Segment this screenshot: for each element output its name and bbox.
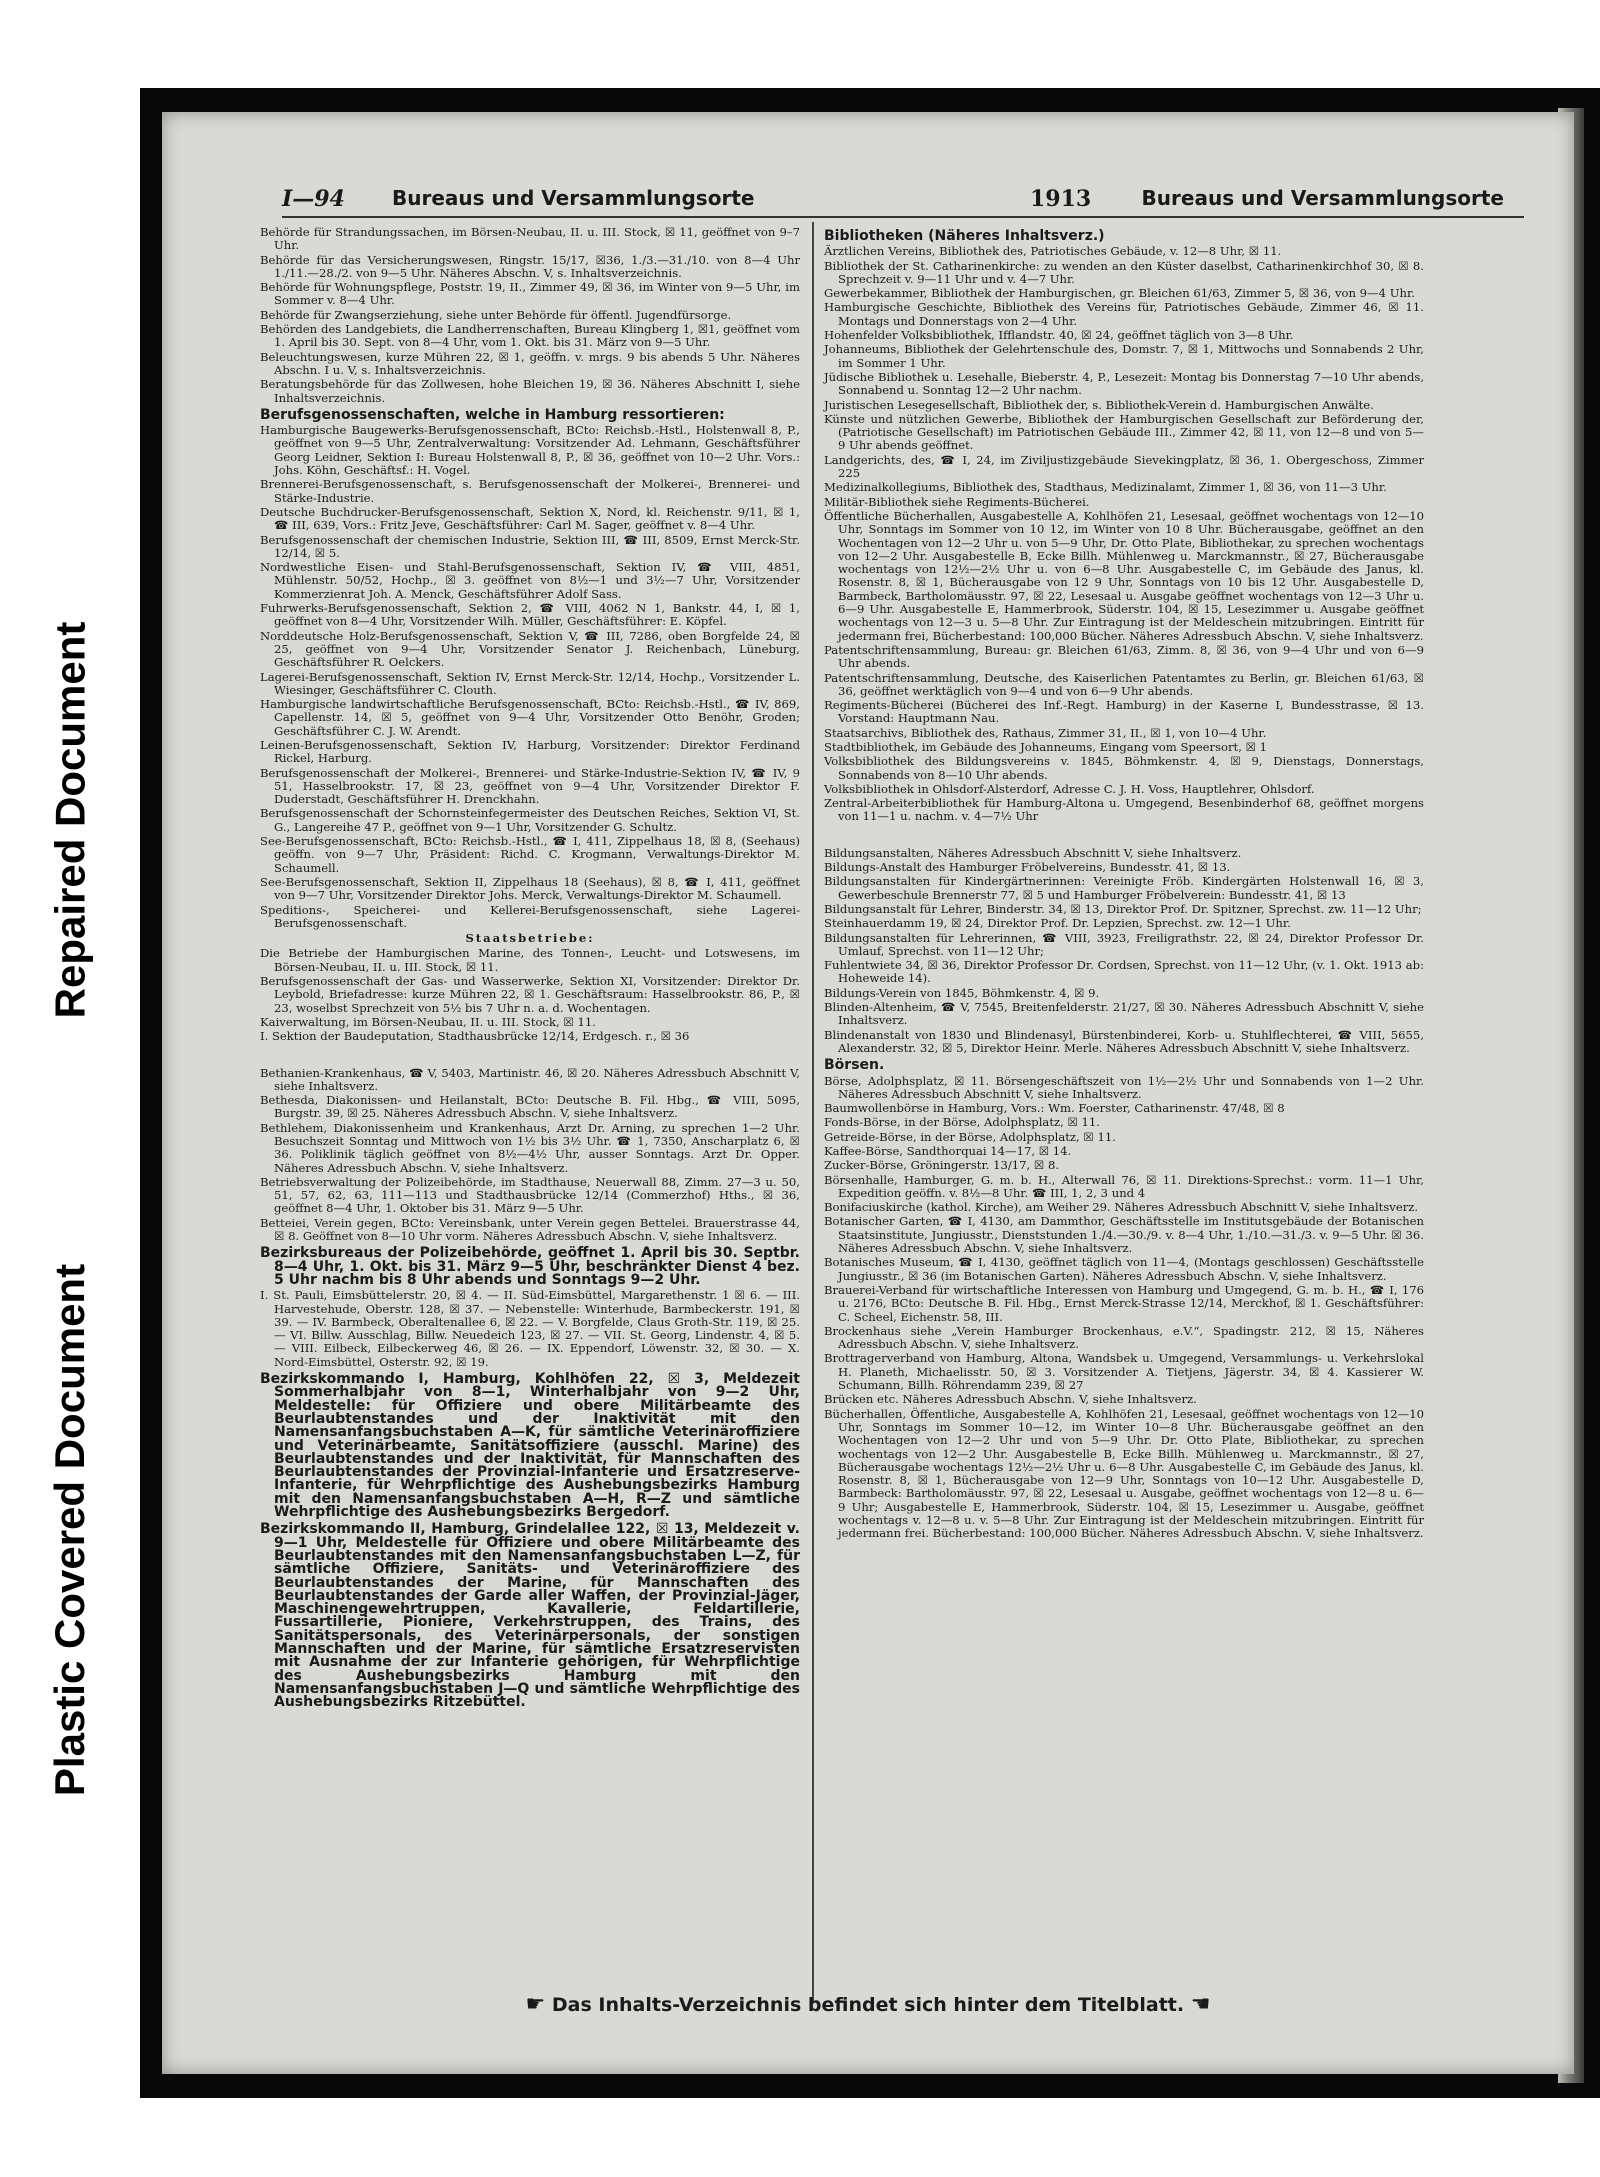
pointing-hand-right-icon: ☛ <box>525 1992 546 2017</box>
directory-entry: Nordwestliche Eisen- und Stahl-Berufsgenossenschaft, Sektion IV, ☎ VIII, 4851, Mühlenstr. 50/52, Hochp., ☒ 3. geöffnet von 8½—1 und 3½—7 Uhr, Vorsitzender Kommerzienrat Joh. A. Menck, Geschäftsführer Adolf Sass. <box>260 560 800 601</box>
directory-entry: Ärztlichen Vereins, Bibliothek des, Patriotisches Gebäude, v. 12—8 Uhr, ☒ 11. <box>824 244 1282 259</box>
directory-entry: Bethanien-Krankenhaus, ☎ V, 5403, Martinistr. 46, ☒ 20. Näheres Adressbuch Abschnitt V, siehe Inhaltsverz. <box>260 1065 800 1093</box>
directory-entry: Hamburgische landwirtschaftliche Berufsgenossenschaft, BCto: Reichsb.-Hstl., ☎ IV, 869, Capellenstr. 14, ☒ 5, geöffnet von 9—4 Uhr, Vorsitzender Otto Benöhr, Groden; Geschäftsführer C. J. W. Arendt. <box>260 697 800 738</box>
page-header <box>282 176 1524 218</box>
directory-entry: Jüdische Bibliothek u. Lesehalle, Bieberstr. 4, P., Lesezeit: Montag bis Donnerstag 7—10 Uhr abends, Sonnabend u. Sonntag 12—2 Uhr nachm. <box>824 369 1424 398</box>
directory-entry: Hamburgische Baugewerks-Berufsgenossenschaft, BCto: Reichsb.-Hstl., Holstenwall 8, P., geöffnet von 9—5 Uhr, Zentralverwaltung: Vorsitzender Ad. Lehmann, Geschäftsführer Georg Leidner, Sektion I: Bureau Holstenwall 8, P., ☒ 36, geöffnet von 10—2 Uhr. Vors.: Johs. Köhn, Geschäftsf.: H. Vogel. <box>260 423 800 478</box>
directory-entry: Brottragerverband von Hamburg, Altona, Wandsbek u. Umgegend, Versammlungs- u. Verkehrslokal H. Planeth, Michaelisstr. 50, ☒ 3. Vorsitzender A. Tietjens, Jägerstr. 34, ☒ 4. Kassierer W. Schumann, Billh. Röhrendamm 239, ☒ 27 <box>824 1351 1424 1393</box>
directory-entry: Volksbibliothek des Bildungsvereins v. 1845, Böhmkenstr. 4, ☒ 9, Dienstags, Donnerstags, Sonnabends von 8—10 Uhr abends. <box>824 754 1424 782</box>
section-heading: Bezirksbureaus der Polizeibehörde, geöffnet 1. April bis 30. Septbr. 8—4 Uhr, 1. Okt. bis 31. März 9—5 Uhr, beschränkter Dienst 4 bez. 5 Uhr nachm bis 8 Uhr abends und Sonntags 9—2 Uhr. <box>260 1245 800 1288</box>
directory-entry: Bethlehem, Diakonissenheim und Krankenhaus, Arzt Dr. Arning, zu sprechen 1—2 Uhr. Besuchszeit Sonntag und Mittwoch von 1½ bis 3½ Uhr. ☎ 1, 7350, Anscharplatz 6, ☒ 36. Poliklinik täglich geöffnet von 8½—4½ Uhr, ausser Sonntags. Arzt Dr. Opper. Näheres Adressbuch Abschn. V, siehe Inhaltsverz. <box>260 1120 800 1175</box>
header-year: 1913 <box>1030 186 1092 212</box>
directory-entry: Börsenhalle, Hamburger, G. m. b. H., Alterwall 76, ☒ 11. Direktions-Sprechst.: vorm. 11—1 Uhr, Expedition geöffn. v. 8½—8 Uhr. ☎ III, 1, 2, 3 und 4 <box>824 1172 1424 1200</box>
directory-entry: Speditions-, Speicherei- und Kellerei-Berufsgenossenschaft, siehe Lagerei-Berufsgenossenschaft. <box>260 902 800 930</box>
directory-entry: Behörde für Strandungssachen, im Börsen-Neubau, II. u. III. Stock, ☒ 11, geöffnet von 9–7 Uhr. <box>260 225 800 253</box>
directory-entry: Patentschriftensammlung, Deutsche, des Kaiserlichen Patentamtes zu Berlin, gr. Bleichen 61/63, ☒ 36, geöffnet werktäglich von 9—4 und von 6—9 Uhr abends. <box>824 670 1424 698</box>
directory-entry: Behörde für das Versicherungswesen, Ringstr. 15/17, ☒36, 1./3.—31./10. von 8—4 Uhr 1./11.—28./2. von 9—5 Uhr. Näheres Abschn. V, s. Inhaltsverzeichnis. <box>260 252 800 280</box>
directory-entry: Hamburgische Geschichte, Bibliothek des Vereins für, Patriotisches Gebäude, Zimmer 46, ☒ 11. Montags und Donnerstags von 2—4 Uhr. <box>824 300 1424 328</box>
directory-entry: Norddeutsche Holz-Berufsgenossenschaft, Sektion V, ☎ III, 7286, oben Borgfelde 24, ☒ 25, geöffnet von 9—4 Uhr, Vorsitzender Senator J. Reichenbach, Lüneburg, Geschäftsführer R. Oelckers. <box>260 628 800 670</box>
directory-entry: Berufsgenossenschaft der Schornsteinfegermeister des Deutschen Reiches, Sektion VI, St. G., Langereihe 47 P., geöffnet von 9—1 Uhr, Vorsitzender G. Schultz. <box>260 806 800 834</box>
directory-entry: Regiments-Bücherei (Bücherei des Inf.-Regt. Hamburg) in der Kaserne I, Bundesstrasse, ☒ 13. Vorstand: Hauptmann Nau. <box>824 698 1424 726</box>
section-gap <box>824 825 1424 847</box>
header-left-title: Bureaus und Versammlungsorte <box>392 186 755 210</box>
section-heading: Berufsgenossenschaften, welche in Hamburg ressortieren: <box>260 406 725 423</box>
directory-entry: Fuhrwerks-Berufsgenossenschaft, Sektion 2, ☎ VIII, 4062 N 1, Bankstr. 44, I, ☒ 1, geöffnet von 8—4 Uhr, Vorsitzender Wilh. Müller, Geschäftsführer: E. Köpfel. <box>260 601 800 629</box>
directory-entry: Künste und nützlichen Gewerbe, Bibliothek der Hamburgischen Gesellschaft zur Beförderung der, (Patriotische Gesellschaft) im Patriotischen Gebäude III., Zimmer 42, ☒ 11, von 12—8 und von 5—9 Uhr abends geöffnet. <box>824 411 1424 453</box>
directory-entry: I. St. Pauli, Eimsbüttelerstr. 20, ☒ 4. — II. Süd-Eimsbüttel, Margarethenstr. 1 ☒ 6. — III. Harvestehude, Oberstr. 128, ☒ 37. — Nebenstelle: Winterhude, Barmbeckerstr. 191, ☒ 39. — IV. Barmbeck, Oberaltenallee 6, ☒ 22. — V. Borgfelde, Claus Groth-Str. 119, ☒ 25. — VI. Billw. Ausschlag, Billw. Neuedeich 123, ☒ 27. — VII. St. Georg, Lindenstr. 4, ☒ 5. — VIII. Eilbeck, Eilbeckerweg 46, ☒ 26. — IX. Eppendorf, Löwenstr. 32, ☒ 30. — X. Nord-Eimsbüttel, Osterstr. 92, ☒ 19. <box>260 1288 800 1369</box>
directory-entry: Beratungsbehörde für das Zollwesen, hohe Bleichen 19, ☒ 36. Näheres Abschnitt I, siehe Inhaltsverzeichnis. <box>260 377 800 405</box>
directory-entry: Kaffee-Börse, Sandthorquai 14—17, ☒ 14. <box>824 1144 1072 1158</box>
directory-entry: Öffentliche Bücherhallen, Ausgabestelle A, Kohlhöfen 21, Lesesaal, geöffnet wochentags von 12—10 Uhr, Sonntags im Sommer von 10 12, im Winter von 10 8 Uhr. Bücherausgabe, geöffnet an den Wochentagen von 12—2 Uhr u. von 5—9 Uhr, Dr. Otto Plate, Bibliothekar, zu sprechen wochentags von 12—2 Uhr. Ausgabestelle B, Ecke Billh. Mühlenweg u. Marckmannstr., ☒ 27, Bücherausgabe wochentags von 12½—2½ Uhr u. von 6—8 Uhr. Ausgabestelle C, im Gebäude des Janus, kl. Rosenstr. 8, ☒ 1, Bücherausgabe von 12 9 Uhr, Sonntags von 10 bis 12 Uhr. Ausgabestelle D, Barmbeck, Bartholomäusstr. 97, ☒ 22, Lesesaal u. Ausgabe geöffnet wochentags von 12—3 Uhr u. 6—9 Uhr. Ausgabestelle E, Hammerbrook, Süderstr. 104, ☒ 15, Lesezimmer u. Ausgabe geöffnet wochentags von 12—3 u. 5—8 Uhr. Zur Eintragung ist der Meldeschein mitzubringen. Eintritt für jedermann frei, Bücherbestand: 100,000 Bücher. Näheres Adressbuch Abschn. V, siehe Inhaltsverz. <box>824 508 1424 643</box>
directory-entry: Baumwollenbörse in Hamburg, Vors.: Wm. Foerster, Catharinenstr. 47/48, ☒ 8 <box>824 1101 1285 1116</box>
directory-entry: See-Berufsgenossenschaft, Sektion II, Zippelhaus 18 (Seehaus), ☒ 8, ☎ I, 411, geöffnet von 9—7 Uhr, Vorsitzender Direktor Johs. Merck, Verwaltungs-Direktor M. Schaumell. <box>260 874 800 903</box>
directory-entry: Zentral-Arbeiterbibliothek für Hamburg-Altona u. Umgegend, Besenbinderhof 68, geöffnet morgens von 11—1 u. nachm. v. 4—7½ Uhr <box>824 796 1424 824</box>
directory-entry: Börse, Adolphsplatz, ☒ 11. Börsengeschäftszeit von 1½—2½ Uhr und Sonnabends von 1—2 Uhr. Näheres Adressbuch Abschnitt V, siehe Inhaltsverz. <box>824 1073 1424 1101</box>
directory-entry: Bildungs-Anstalt des Hamburger Fröbelvereins, Bundesstr. 41, ☒ 13. <box>824 860 1231 875</box>
directory-entry: Hohenfelder Volksbibliothek, Ifflandstr. 40, ☒ 24, geöffnet täglich von 3—8 Uhr. <box>824 328 1294 343</box>
directory-entry: Bethesda, Diakonissen- und Heilanstalt, BCto: Deutsche B. Fil. Hbg., ☎ VIII, 5095, Burgstr. 39, ☒ 25. Näheres Adressbuch Abschn. V, siehe Inhaltsverz. <box>260 1093 800 1121</box>
right-column <box>824 226 1424 1542</box>
directory-entry: Stadtbibliothek, im Gebäude des Johanneums, Eingang vom Speersort, ☒ 1 <box>824 739 1268 754</box>
section-heading: Bezirkskommando I, Hamburg, Kohlhöfen 22, ☒ 3, Meldezeit Sommerhalbjahr von 8—1, Winterhalbjahr von 9—2 Uhr, Meldestelle: für Offiziere und obere Militärbeamte des Beurlaubtenstandes und der Inaktivität mit den Namensanfangsbuchstaben A—K, für sämtliche Veterinäroffiziere und Veterinärbeamte, Sanitätsoffiziere (ausschl. Marine) des Beurlaubtenstandes und der Inaktivität, für Mannschaften des Beurlaubtenstandes der Provinzial-Infanterie und Ersatzreserve-Infanterie, für Wehrpflichtige des Aushebungsbezirks Hamburg mit den Namensanfangsbuchstaben A—H, R—Z und sämtliche Wehrpflichtige des Aushebungsbezirks Bergedorf. <box>260 1371 800 1521</box>
column-divider <box>812 222 814 2002</box>
section-heading: Bibliotheken (Näheres Inhaltsverz.) <box>824 228 1105 244</box>
section-heading: Börsen. <box>824 1057 885 1074</box>
directory-entry: Landgerichts, des, ☎ I, 24, im Ziviljustizgebäude Sievekingplatz, ☒ 36, 1. Obergeschoss, Zimmer 225 <box>824 452 1424 481</box>
section-gap <box>260 1045 800 1067</box>
left-column <box>260 226 800 1711</box>
footer-note: Das Inhalts-Verzeichnis befindet sich hinter dem Titelblatt. <box>551 1994 1185 2016</box>
directory-entry: Betriebsverwaltung der Polizeibehörde, im Stadthause, Neuerwall 88, Zimm. 27—3 u. 50, 51, 57, 62, 63, 111—113 und Stadthausbrücke 12/14 (Commerzhof) Hths., ☒ 36, geöffnet 8—4 Uhr, 1. Oktober bis 31. März 9—5 Uhr. <box>260 1174 800 1216</box>
directory-entry: Fuhlentwiete 34, ☒ 36, Direktor Professor Dr. Cordsen, Sprechst. von 11—12 Uhr, (v. 1. Okt. 1913 ab: Hoheweide 14). <box>824 958 1424 986</box>
directory-entry: Bücherhallen, Öffentliche, Ausgabestelle A, Kohlhöfen 21, Lesesaal, geöffnet wochentags von 12—10 Uhr, Sonntags im Sommer 10—12, im Winter 10—8 Uhr. Bücherausgabe geöffnet an den Wochentagen von 12—2 Uhr und von 5—9 Uhr. Dr. Otto Plate, Bibliothekar, zu sprechen wochentags von 12—2 Uhr. Ausgabestelle B, Ecke Billh. Mühlenweg u. Marckmannstr., ☒ 27, Bücherausgabe wochentags 12½—2½ Uhr u. 6—8 Uhr. Ausgabestelle C, im Gebäude des Janus, kl. Rosenstr. 8, ☒ 1, Bücherausgabe von 12—9 Uhr, Sonntags von 10—12 Uhr. Ausgabestelle D, Barmbeck: Bartholomäusstr. 97, ☒ 22, Lesesaal u. Ausgabe, geöffnet wochentags von 12—8 u. 6—9 Uhr; Ausgabestelle E, Hammerbrook, Süderstr. 104, ☒ 15, Lesezimmer u. Ausgabe, geöffnet wochentags v. 12—8 u. v. 5—8 Uhr. Zur Eintragung ist der Meldeschein mitzubringen. Eintritt für jedermann frei. Bücherbestand: 100,000 Bücher. Näheres Adressbuch Abschn. V, siehe Inhaltsverz. <box>824 1406 1424 1541</box>
directory-entry: Volksbibliothek in Ohlsdorf-Alsterdorf, Adresse C. J. H. Voss, Hauptlehrer, Ohlsdorf. <box>824 781 1315 796</box>
plastic-covered-document-label: Plastic Covered Document <box>46 1263 94 1797</box>
directory-entry: Leinen-Berufsgenossenschaft, Sektion IV, Harburg, Vorsitzender: Direktor Ferdinand Rickel, Harburg. <box>260 737 800 766</box>
directory-entry: Bildungsanstalten für Kindergärtnerinnen: Vereinigte Fröb. Kindergärten Holstenwall 16, ☒ 3, Gewerbeschule Brennerstr 77, ☒ 5 und Hamburger Fröbelverein: Bundesstr. 41, ☒ 13 <box>824 874 1424 902</box>
directory-entry: Botanischer Garten, ☎ I, 4130, am Dammthor, Geschäftsstelle im Institutsgebäude der Botanischen Staatsinstitute, Jungiusstr., Dienststunden 1./4.—30./9. v. 8—4 Uhr, 1./10.—31./3. v. 9—5 Uhr. ☒ 36. Näheres Adressbuch Abschn. V, siehe Inhaltsverz. <box>824 1214 1424 1256</box>
directory-entry: Kaiverwaltung, im Börsen-Neubau, II. u. III. Stock, ☒ 11. <box>260 1014 596 1029</box>
page-number: I—94 <box>282 186 345 212</box>
directory-entry: I. Sektion der Baudeputation, Stadthausbrücke 12/14, Erdgesch. r., ☒ 36 <box>260 1029 690 1044</box>
directory-entry: Berufsgenossenschaft der Molkerei-, Brennerei- und Stärke-Industrie-Sektion IV, ☎ IV, 9 51, Hasselbrookstr. 17, ☒ 23, geöffnet von 9—4 Uhr, Vorsitzender Direktor F. Duderstadt, Geschäftsführer H. Drenckhahn. <box>260 765 800 807</box>
directory-entry: Militär-Bibliothek siehe Regiments-Bücherei. <box>824 494 1090 509</box>
directory-entry: Medizinalkollegiums, Bibliothek des, Stadthaus, Medizinalamt, Zimmer 1, ☒ 36, von 11—3 Uhr. <box>824 480 1387 495</box>
directory-entry: Patentschriftensammlung, Bureau: gr. Bleichen 61/63, Zimm. 8, ☒ 36, von 9—4 Uhr und von 6—9 Uhr abends. <box>824 642 1424 671</box>
directory-entry: Steinhauerdamm 19, ☒ 24, Direktor Prof. Dr. Lepzien, Sprechst. zw. 12—1 Uhr. <box>824 916 1291 931</box>
directory-entry: Behörde für Zwangserziehung, siehe unter Behörde für öffentl. Jugendfürsorge. <box>260 307 732 322</box>
scan-border-top <box>0 0 1600 40</box>
directory-entry: Fonds-Börse, in der Börse, Adolphsplatz, ☒ 11. <box>824 1115 1100 1130</box>
directory-entry: Lagerei-Berufsgenossenschaft, Sektion IV, Ernst Merck-Str. 12/14, Hochp., Vorsitzender L. Wiesinger, Geschäftsführer C. Clouth. <box>260 669 800 697</box>
repaired-document-label: Repaired Document <box>46 621 93 1019</box>
directory-entry: Behörde für Wohnungspflege, Poststr. 19, II., Zimmer 49, ☒ 36, im Winter von 9—5 Uhr, im Sommer v. 8—4 Uhr. <box>260 280 800 308</box>
pointing-hand-left-icon: ☚ <box>1190 1992 1211 2017</box>
directory-entry: Brennerei-Berufsgenossenschaft, s. Berufsgenossenschaft der Molkerei-, Brennerei- und Stärke-Industrie. <box>260 477 800 505</box>
directory-entry: Bildungsanstalten für Lehrerinnen, ☎ VIII, 3923, Freiligrathstr. 22, ☒ 24, Direktor Professor Dr. Umlauf, Sprechst. von 11—12 Uhr; <box>824 930 1424 958</box>
directory-entry: Brockenhaus siehe „Verein Hamburger Brockenhaus, e.V.“, Spadingstr. 212, ☒ 15, Näheres Adressbuch Abschn. V, siehe Inhaltsverz. <box>824 1323 1424 1352</box>
directory-entry: Getreide-Börse, in der Börse, Adolphsplatz, ☒ 11. <box>824 1129 1116 1144</box>
directory-entry: Die Betriebe der Hamburgischen Marine, des Tonnen-, Leucht- und Lotswesens, im Börsen-Neubau, II. u. III. Stock, ☒ 11. <box>260 946 800 974</box>
directory-entry: Johanneums, Bibliothek der Gelehrtenschule des, Domstr. 7, ☒ 1, Mittwochs und Sonnabends 2 Uhr, im Sommer 1 Uhr. <box>824 342 1424 370</box>
directory-entry: Behörden des Landgebiets, die Landherrenschaften, Bureau Klingberg 1, ☒1, geöffnet vom 1. April bis 30. Sept. von 8—4 Uhr, vom 1. Okt. bis 31. März von 9—5 Uhr. <box>260 322 800 350</box>
document-page <box>162 112 1574 2074</box>
directory-entry: Brücken etc. Näheres Adressbuch Abschn. V, siehe Inhaltsverz. <box>824 1392 1197 1407</box>
directory-entry: Brauerei-Verband für wirtschaftliche Interessen von Hamburg und Umgegend, G. m. b. H., ☎ I, 176 u. 2176, BCto: Deutsche B. Fil. Hbg., Ernst Merck-Strasse 12/14, Merckhof, ☒ 1. Geschäftsführer: C. Scheel, Eichenstr. 58, III. <box>824 1282 1424 1324</box>
scan-border-left <box>140 88 164 2098</box>
directory-entry: Botanisches Museum, ☎ I, 4130, geöffnet täglich von 11—4, (Montags geschlossen) Geschäftsstelle Jungiusstr., ☒ 36 (im Botanischen Garten). Näheres Adressbuch Abschn. V, siehe Inhaltsverz. <box>824 1255 1424 1283</box>
directory-entry: Blinden-Altenheim, ☎ V, 7545, Breitenfelderstr. 21/27, ☒ 30. Näheres Adressbuch Abschnitt V, siehe Inhaltsverz. <box>824 1000 1424 1028</box>
directory-entry: Gewerbekammer, Bibliothek der Hamburgischen, gr. Bleichen 61/63, Zimmer 5, ☒ 36, von 9—4 Uhr. <box>824 286 1415 301</box>
section-heading: Bezirkskommando II, Hamburg, Grindelallee 122, ☒ 13, Meldezeit v. 9—1 Uhr, Meldestelle für Offiziere und obere Militärbeamte des Beurlaubtenstandes mit den Namensanfangsbuchstaben L—Z, für sämtliche Offiziere, Sanitäts- und Veterinäroffiziere des Beurlaubtenstandes der Marine, für Mannschaften des Beurlaubtenstandes der Garde aller Waffen, der Provinzial-Jäger, Maschinengewehrtruppen, Kavallerie, Feldartillerie, Fussartillerie, Pioniere, Verkehrstruppen, des Trains, des Sanitätspersonals, des Veterinärpersonals, der sonstigen Mannschaften und der Marine, für sämtliche Ersatzreservisten mit Ausnahme der zur Infanterie gehörigen, für Wehrpflichtige des Aushebungsbezirks Hamburg mit den Namensanfangsbuchstaben J—Q und sämtliche Wehrpflichtige des Aushebungsbezirks Ritzebüttel. <box>260 1521 800 1711</box>
directory-entry: Staatsarchivs, Bibliothek des, Rathaus, Zimmer 31, II., ☒ 1, von 10—4 Uhr. <box>824 725 1267 740</box>
directory-entry: Bildungs-Verein von 1845, Böhmkenstr. 4, ☒ 9. <box>824 985 1100 1000</box>
directory-entry: Betteiei, Verein gegen, BCto: Vereinsbank, unter Verein gegen Bettelei. Brauerstrasse 44, ☒ 8. Geöffnet von 8—10 Uhr vorm. Näheres Adressbuch Abschn. V, siehe Inhaltsverz. <box>260 1215 800 1244</box>
directory-entry: Zucker-Börse, Gröningerstr. 13/17, ☒ 8. <box>824 1158 1060 1173</box>
directory-entry: Blindenanstalt von 1830 und Blindenasyl, Bürstenbinderei, Korb- u. Stuhlflechterei, ☎ VIII, 5655, Alexanderstr. 32, ☒ 5, Direktor Heinr. Merle. Näheres Adressbuch Abschnitt V, siehe Inhaltsverz. <box>824 1027 1424 1055</box>
scan-border-lower <box>140 2072 1600 2098</box>
directory-entry: See-Berufsgenossenschaft, BCto: Reichsb.-Hstl., ☎ I, 411, Zippelhaus 18, ☒ 8, (Seehaus) geöffn. von 9—7 Uhr, Präsident: Richd. C. Krogmann, Verwaltungs-Direktor M. Schaumell. <box>260 834 800 875</box>
directory-entry: Bonifaciuskirche (kathol. Kirche), am Weiher 29. Näheres Adressbuch Abschnitt V, siehe Inhaltsverz. <box>824 1200 1419 1215</box>
directory-entry: Deutsche Buchdrucker-Berufsgenossenschaft, Sektion X, Nord, kl. Reichenstr. 9/11, ☒ 1, ☎ III, 639, Vors.: Fritz Jeve, Geschäftsführer: Carl M. Sager, geöffnet v. 8—4 Uhr. <box>260 504 800 533</box>
directory-entry: Bildungsanstalt für Lehrer, Binderstr. 34, ☒ 13, Direktor Prof. Dr. Spitzner, Sprechst. zw. 11—12 Uhr; <box>824 901 1422 916</box>
directory-entry: Bibliothek der St. Catharinenkirche: zu wenden an den Küster daselbst, Catharinenkirchhof 30, ☒ 8. Sprechzeit v. 9—11 Uhr und v. 4—7 Uhr. <box>824 258 1424 286</box>
directory-entry: Beleuchtungswesen, kurze Mühren 22, ☒ 1, geöffn. v. mrgs. 9 bis abends 5 Uhr. Näheres Abschn. I u. V, s. Inhaltsverzeichnis. <box>260 349 800 377</box>
directory-entry: Berufsgenossenschaft der chemischen Industrie, Sektion III, ☎ III, 8509, Ernst Merck-Str. 12/14, ☒ 5. <box>260 532 800 560</box>
directory-entry: Juristischen Lesegesellschaft, Bibliothek der, s. Bibliothek-Verein d. Hamburgischen Anwälte. <box>824 397 1374 412</box>
directory-entry: Bildungsanstalten, Näheres Adressbuch Abschnitt V, siehe Inhaltsverz. <box>824 845 1242 860</box>
directory-entry: Berufsgenossenschaft der Gas- und Wasserwerke, Sektion XI, Vorsitzender: Direktor Dr. Leybold, Briefadresse: kurze Mühren 22, ☒ 1. Geschäftsraum: Hasselbrookstr. 86, P., ☒ 23, woselbst Sprechzeit von 5½ bis 7 Uhr n. a. d. Wochentagen. <box>260 974 800 1015</box>
header-right-title: Bureaus und Versammlungsorte <box>1141 186 1504 210</box>
page-footer <box>368 1992 1368 2017</box>
subheading: Staatsbetriebe: <box>465 931 595 946</box>
scan-border-upper <box>140 88 1600 114</box>
